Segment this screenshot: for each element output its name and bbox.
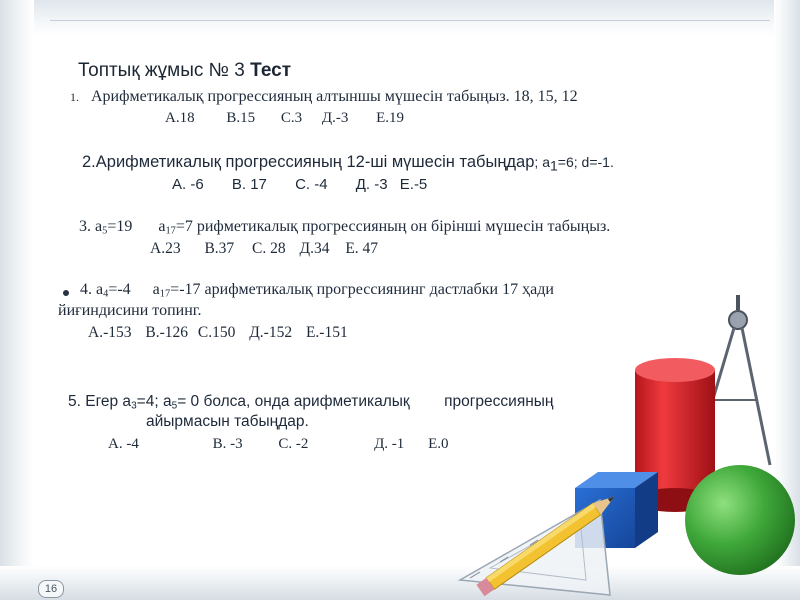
slide-number: 16 (38, 580, 64, 598)
option: Е.0 (428, 436, 449, 452)
question-1-text: Арифметикалық прогрессияның алтыншы мүшесін табыңыз. 18, 15, 12 (91, 88, 578, 105)
question-4-options (88, 324, 348, 342)
title-bold: Тест (250, 60, 292, 81)
slide-frame-top (0, 0, 800, 36)
question-3-text: =7 рифметикалық прогрессияның он бірінші мүшесін табыңыз. (175, 218, 611, 235)
question-2 (82, 153, 614, 174)
bullet-icon (63, 290, 69, 296)
question-4-line2: йиғиндисини топинг. (58, 302, 202, 319)
option: Е.-5 (399, 176, 428, 193)
title-prefix: Топтық жұмыс № 3 (78, 60, 251, 81)
question-3-options (150, 240, 378, 258)
question-5-text-a: . Егер a (76, 393, 132, 410)
subscript: 3 (131, 400, 137, 412)
option: Д.34 (299, 240, 330, 257)
question-5-options (108, 436, 448, 453)
option: Д.-152 (249, 324, 293, 341)
option: С. -4 (295, 176, 328, 193)
question-2-params: =6; d=-1. (557, 154, 614, 170)
option: С. 28 (252, 240, 286, 257)
option: А. -6 (172, 176, 204, 193)
question-4-number: 4. a (80, 281, 104, 298)
question-4-text: =-17 арифметикалық прогрессиянинг дастлабки 17 ҳади (170, 281, 554, 298)
question-5-text-b: =4; a (136, 393, 172, 410)
question-5-line2: айырмасын табыңдар. (146, 413, 309, 430)
subscript: 17 (159, 288, 171, 300)
geometry-illustration (420, 250, 800, 600)
question-3 (79, 218, 610, 237)
question-4-value: =-4 (108, 281, 131, 298)
option: В. -3 (212, 436, 243, 452)
option: Е.19 (376, 110, 405, 126)
question-3-value: =19 (107, 218, 133, 235)
option: Е. 47 (345, 240, 379, 257)
option: В.15 (226, 110, 256, 126)
option: В.-126 (145, 324, 188, 341)
question-1-number: 1. (70, 90, 79, 104)
option: Д. -3 (355, 176, 388, 193)
subscript: 4 (103, 288, 109, 300)
option: Е.-151 (305, 324, 348, 341)
option: А.23 (150, 240, 181, 257)
question-5-number: 5 (68, 393, 77, 410)
option: С. -2 (278, 436, 309, 452)
sphere-icon (685, 465, 795, 575)
option: Д.-3 (321, 110, 349, 126)
option: С.3 (280, 110, 303, 126)
option: В.37 (204, 240, 235, 257)
question-3-number: 3. a (79, 218, 103, 235)
question-1 (70, 88, 578, 106)
question-2-text: 2.Арифметикалық прогрессияның 12-ші мүшесін табыңдар (82, 153, 535, 171)
option: В. 17 (231, 176, 267, 193)
question-3-var: a (158, 218, 166, 235)
subscript: 17 (165, 225, 176, 237)
option: А.18 (165, 110, 195, 126)
question-2-options (172, 176, 427, 193)
question-4-var: a (152, 281, 160, 298)
option: С.150 (197, 324, 236, 341)
option: А. -4 (108, 436, 139, 452)
question-2-var: ; a (534, 154, 550, 170)
subscript: 5 (102, 225, 108, 237)
slide-frame-left (0, 0, 34, 600)
subscript: 5 (171, 400, 178, 412)
question-5-text-c: = 0 болса, онда арифметикалық прогрессияның (177, 393, 554, 410)
slide-frame-line (50, 20, 770, 21)
option: А.-153 (88, 324, 132, 341)
subscript: 1 (550, 157, 558, 174)
option: Д. -1 (374, 436, 405, 452)
slide-title (78, 60, 291, 82)
question-1-options (165, 110, 404, 127)
